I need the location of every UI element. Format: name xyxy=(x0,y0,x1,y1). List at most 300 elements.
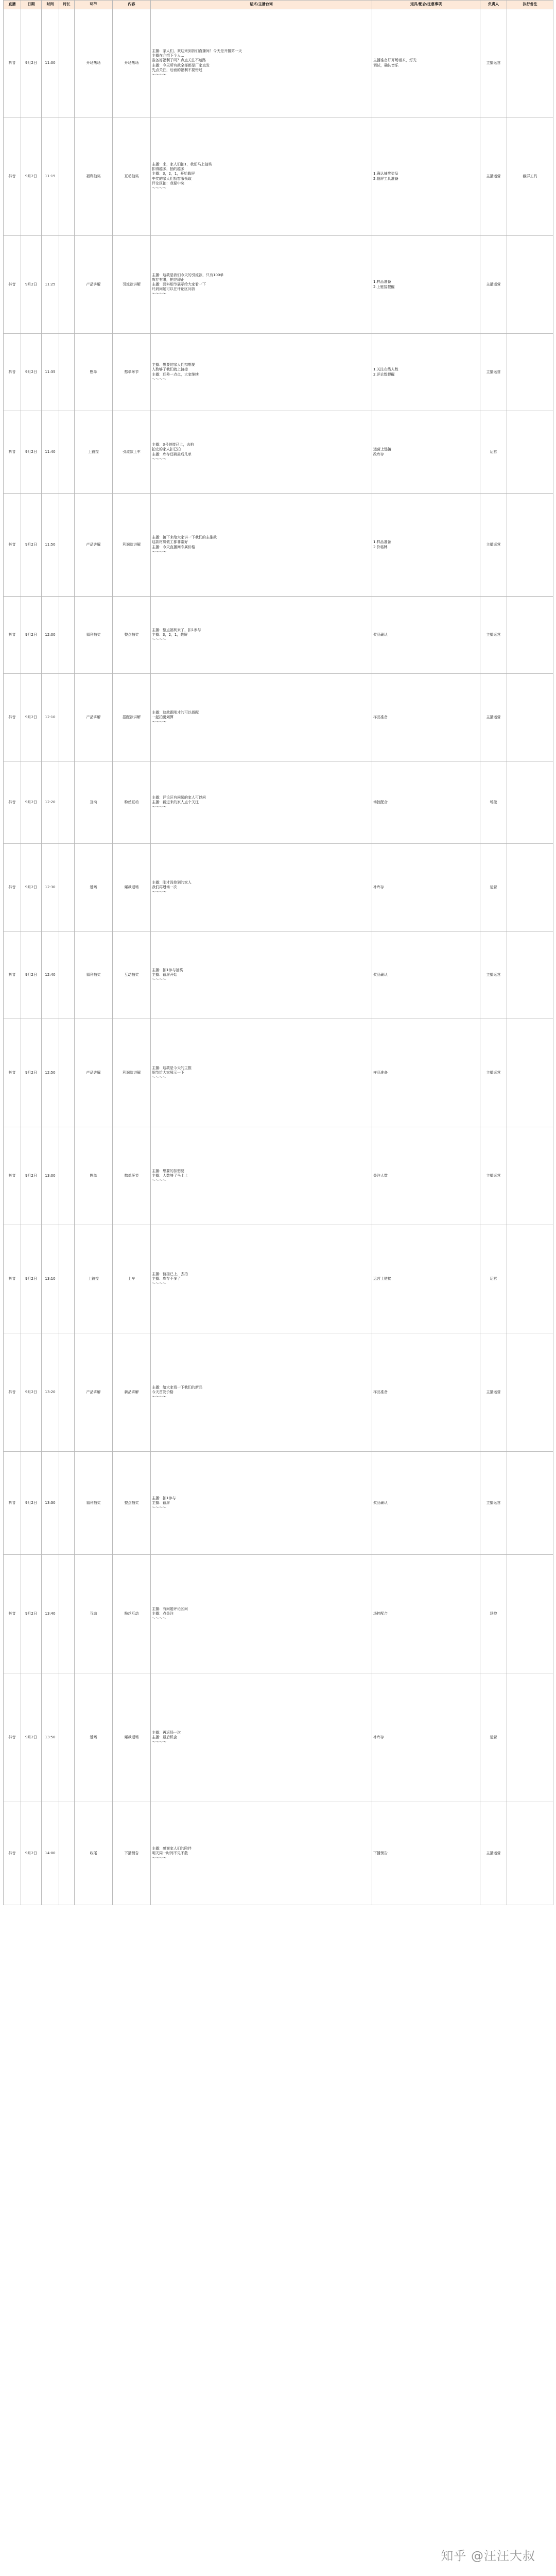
prop-line: 2.价格牌 xyxy=(373,545,388,549)
script-line: 主播：新进来的家人点个关注 xyxy=(152,800,199,804)
prop-line: 场控配合 xyxy=(373,1611,388,1616)
duration-cell xyxy=(59,1802,75,1905)
section-cell: 上链接 xyxy=(75,411,113,494)
script-line: 主播：感谢家人们的陪伴 xyxy=(152,1846,192,1851)
owner-cell: 场控 xyxy=(480,1555,507,1673)
time-cell: 12:20 xyxy=(42,761,59,844)
script-line: 主播：这款跟刚才的可以搭配 xyxy=(152,710,199,715)
owner-cell: 场控 xyxy=(480,761,507,844)
content-cell: 憋单环节 xyxy=(113,1127,151,1225)
prop-cell xyxy=(372,117,480,236)
script-line: 库存有限，拍完即止 xyxy=(152,277,184,282)
owner-cell: 主播运营 xyxy=(480,1802,507,1905)
date-cell: 9月2日 xyxy=(21,1673,42,1802)
script-cell xyxy=(151,597,372,674)
content-cell: 爆款返场 xyxy=(113,844,151,931)
prop-cell xyxy=(372,411,480,494)
script-line: 主播：给大家看一下我们的新品 xyxy=(152,1385,202,1389)
prop-line: 1.样品准备 xyxy=(373,280,391,284)
table-row xyxy=(4,1452,553,1555)
note-cell xyxy=(507,597,553,674)
section-cell: 福利抽奖 xyxy=(75,1452,113,1555)
prop-cell xyxy=(372,1673,480,1802)
duration-cell xyxy=(59,674,75,761)
date-cell: 9月2日 xyxy=(21,1333,42,1452)
header-cell: 直播 xyxy=(4,1,21,9)
date-cell: 9月2日 xyxy=(21,9,42,117)
owner-cell: 主播运营 xyxy=(480,1019,507,1127)
table-row xyxy=(4,931,553,1019)
owner-cell: 主播运营 xyxy=(480,931,507,1019)
header-row xyxy=(4,1,553,9)
date-cell: 9月2日 xyxy=(21,411,42,494)
table-row xyxy=(4,844,553,931)
watermark: 知乎 @汪汪大叔 xyxy=(441,2549,535,2563)
script-line: 主播：再返场一次 xyxy=(152,1730,181,1735)
platform-cell: 抖音 xyxy=(4,1019,21,1127)
prop-line: 1.确认抽奖奖品 xyxy=(373,172,398,176)
prop-line: 1.关注在线人数 xyxy=(373,367,398,372)
prop-line: 样品准备 xyxy=(373,715,388,719)
prop-line: 奖品确认 xyxy=(373,632,388,637)
duration-cell xyxy=(59,1127,75,1225)
note-cell: 截屏工具 xyxy=(507,117,553,236)
time-cell: 12:50 xyxy=(42,1019,59,1127)
note-cell xyxy=(507,1673,553,1802)
date-cell: 9月2日 xyxy=(21,236,42,334)
section-cell: 憋单 xyxy=(75,1127,113,1225)
duration-cell xyxy=(59,9,75,117)
table-row xyxy=(4,1127,553,1225)
table-row xyxy=(4,9,553,117)
table-row xyxy=(4,761,553,844)
schedule-table xyxy=(3,0,553,1905)
owner-cell: 主播运营 xyxy=(480,597,507,674)
owner-cell: 主播运营 xyxy=(480,117,507,236)
date-cell: 9月2日 xyxy=(21,1555,42,1673)
prop-cell xyxy=(372,1452,480,1555)
owner-cell: 运营 xyxy=(480,1225,507,1333)
script-line: ～～～～ xyxy=(152,1395,166,1399)
script-line: 主播：最后机会 xyxy=(152,1735,177,1739)
script-cell xyxy=(151,844,372,931)
script-line: ～～～～ xyxy=(152,1281,166,1286)
script-line: 今天首发价格 xyxy=(152,1389,173,1394)
section-cell: 福利抽奖 xyxy=(75,931,113,1019)
date-cell: 9月2日 xyxy=(21,334,42,411)
date-cell: 9月2日 xyxy=(21,1802,42,1905)
script-cell xyxy=(151,674,372,761)
platform-cell: 抖音 xyxy=(4,9,21,117)
script-line: 明天同一时间不见不散 xyxy=(152,1851,188,1855)
script-line: ～～～～ xyxy=(152,1616,166,1621)
script-line: 这款材质做工都非常好 xyxy=(152,540,188,545)
section-cell: 产品讲解 xyxy=(75,1019,113,1127)
platform-cell: 抖音 xyxy=(4,761,21,844)
platform-cell: 抖音 xyxy=(4,1452,21,1555)
time-cell: 12:30 xyxy=(42,844,59,931)
prop-cell xyxy=(372,1802,480,1905)
content-cell: 引流款讲解 xyxy=(113,236,151,334)
script-line: 拍完的家人扣已拍 xyxy=(152,447,181,452)
time-cell: 13:30 xyxy=(42,1452,59,1555)
script-line: 一起拍更划算 xyxy=(152,715,173,719)
script-line: ～～～～ xyxy=(152,549,166,554)
note-cell xyxy=(507,1127,553,1225)
prop-line: 主播准备好开场话术，灯光 xyxy=(373,58,416,63)
prop-cell xyxy=(372,1333,480,1452)
platform-cell: 抖音 xyxy=(4,117,21,236)
script-line: 细节给大家展示一下 xyxy=(152,1070,184,1075)
note-cell xyxy=(507,844,553,931)
duration-cell xyxy=(59,1019,75,1127)
table-row xyxy=(4,236,553,334)
prop-line: 2.上链接提醒 xyxy=(373,284,395,289)
run-of-show-sheet xyxy=(3,0,553,1905)
script-cell xyxy=(151,1452,372,1555)
content-cell: 整点抽奖 xyxy=(113,1452,151,1555)
script-line: 主播：接下来给大家讲一下我们的主推款 xyxy=(152,535,217,540)
script-line: 主播：3，2，1，截屏 xyxy=(152,632,188,637)
time-cell: 13:20 xyxy=(42,1333,59,1452)
date-cell: 9月2日 xyxy=(21,844,42,931)
time-cell: 12:40 xyxy=(42,931,59,1019)
table-row xyxy=(4,597,553,674)
header-cell: 时间 xyxy=(42,1,59,9)
script-line: 先点关注，后面的福利不要错过 xyxy=(152,67,202,72)
script-cell xyxy=(151,334,372,411)
section-cell: 收尾 xyxy=(75,1802,113,1905)
script-line: ～～～～ xyxy=(152,1075,166,1080)
header-cell: 执行备注 xyxy=(507,1,553,9)
owner-cell: 主播运营 xyxy=(480,494,507,597)
script-line: 主播：刚才没抢到的家人 xyxy=(152,880,192,885)
prop-cell xyxy=(372,597,480,674)
script-cell xyxy=(151,931,372,1019)
section-cell: 福利抽奖 xyxy=(75,117,113,236)
script-line: 主播：点关注 xyxy=(152,1611,173,1616)
duration-cell xyxy=(59,1333,75,1452)
time-cell: 12:00 xyxy=(42,597,59,674)
script-cell xyxy=(151,1225,372,1333)
section-cell: 开场热场 xyxy=(75,9,113,117)
platform-cell: 抖音 xyxy=(4,1225,21,1333)
owner-cell: 主播运营 xyxy=(480,236,507,334)
duration-cell xyxy=(59,761,75,844)
duration-cell xyxy=(59,931,75,1019)
date-cell: 9月2日 xyxy=(21,597,42,674)
prop-line: 改库存 xyxy=(373,452,384,456)
duration-cell xyxy=(59,597,75,674)
table-row xyxy=(4,674,553,761)
header-cell: 环节 xyxy=(75,1,113,9)
script-line: 主播：扣1参与抽奖 xyxy=(152,968,183,972)
script-cell xyxy=(151,9,372,117)
table-row xyxy=(4,1802,553,1905)
script-line: 主播：人数够了马上上 xyxy=(152,1173,188,1178)
script-line: ～～～～ xyxy=(152,720,166,724)
note-cell xyxy=(507,1555,553,1673)
header-cell: 内容 xyxy=(113,1,151,9)
time-cell: 11:50 xyxy=(42,494,59,597)
time-cell: 13:10 xyxy=(42,1225,59,1333)
script-line: 主播：3，2，1，开始截屏 xyxy=(152,172,195,176)
script-line: ～～～～ xyxy=(152,977,166,982)
script-cell xyxy=(151,411,372,494)
script-line: ～～～～ xyxy=(152,890,166,894)
header-cell: 时长 xyxy=(59,1,75,9)
platform-cell: 抖音 xyxy=(4,411,21,494)
duration-cell xyxy=(59,1452,75,1555)
script-cell xyxy=(151,1127,372,1225)
platform-cell: 抖音 xyxy=(4,674,21,761)
note-cell xyxy=(507,411,553,494)
section-cell: 憋单 xyxy=(75,334,113,411)
owner-cell: 主播运营 xyxy=(480,9,507,117)
script-line: 主播：整点福利来了，扣1参与 xyxy=(152,628,201,632)
table-row xyxy=(4,334,553,411)
content-cell: 互动抽奖 xyxy=(113,931,151,1019)
duration-cell xyxy=(59,1555,75,1673)
script-line: ～～～～ xyxy=(152,1178,166,1183)
note-cell xyxy=(507,1802,553,1905)
script-cell xyxy=(151,761,372,844)
platform-cell: 抖音 xyxy=(4,931,21,1019)
script-line: 尺码问题可以在评论区问我 xyxy=(152,287,195,292)
schedule-body xyxy=(4,9,553,1905)
script-cell xyxy=(151,1802,372,1905)
section-cell: 互动 xyxy=(75,1555,113,1673)
script-line: 扣得越多，抽的越多 xyxy=(152,167,184,172)
content-cell: 开场热场 xyxy=(113,9,151,117)
table-row xyxy=(4,117,553,236)
prop-line: 奖品确认 xyxy=(373,1500,388,1505)
content-cell: 新品讲解 xyxy=(113,1333,151,1452)
section-cell: 返场 xyxy=(75,844,113,931)
prop-line: 样品准备 xyxy=(373,1389,388,1394)
prop-line: 奖品确认 xyxy=(373,972,388,977)
prop-cell xyxy=(372,674,480,761)
section-cell: 产品讲解 xyxy=(75,494,113,597)
date-cell: 9月2日 xyxy=(21,1019,42,1127)
prop-line: 调试，确认音乐 xyxy=(373,63,398,67)
script-line: 主播：3号链接已上，去拍 xyxy=(152,443,194,447)
platform-cell: 抖音 xyxy=(4,236,21,334)
section-cell: 产品讲解 xyxy=(75,236,113,334)
platform-cell: 抖音 xyxy=(4,597,21,674)
note-cell xyxy=(507,674,553,761)
prop-cell xyxy=(372,334,480,411)
content-cell: 下播预告 xyxy=(113,1802,151,1905)
owner-cell: 主播运营 xyxy=(480,1452,507,1555)
prop-line: 2.截屏工具准备 xyxy=(373,176,398,181)
owner-cell: 运营 xyxy=(480,1673,507,1802)
content-cell: 搭配款讲解 xyxy=(113,674,151,761)
header-cell: 道具/配合/注意事项 xyxy=(372,1,480,9)
prop-cell xyxy=(372,1555,480,1673)
header-cell: 日期 xyxy=(21,1,42,9)
table-row xyxy=(4,1673,553,1802)
date-cell: 9月2日 xyxy=(21,1225,42,1333)
time-cell: 11:15 xyxy=(42,117,59,236)
prop-cell xyxy=(372,761,480,844)
time-cell: 11:40 xyxy=(42,411,59,494)
time-cell: 14:00 xyxy=(42,1802,59,1905)
prop-line: 场控配合 xyxy=(373,800,388,804)
script-line: 评论区扣：我要中奖 xyxy=(152,181,184,185)
prop-cell xyxy=(372,1127,480,1225)
script-line: ～～～～ xyxy=(152,72,166,77)
note-cell xyxy=(507,761,553,844)
prop-line: 运营上链接 xyxy=(373,1276,391,1281)
time-cell: 13:00 xyxy=(42,1127,59,1225)
script-line: ～～～～ xyxy=(152,185,166,190)
duration-cell xyxy=(59,334,75,411)
platform-cell: 抖音 xyxy=(4,1555,21,1673)
script-cell xyxy=(151,494,372,597)
owner-cell: 主播运营 xyxy=(480,1127,507,1225)
prop-line: 2.评论数提醒 xyxy=(373,372,395,377)
script-cell xyxy=(151,1555,372,1673)
date-cell: 9月2日 xyxy=(21,931,42,1019)
section-cell: 产品讲解 xyxy=(75,1333,113,1452)
content-cell: 粉丝互动 xyxy=(113,1555,151,1673)
time-cell: 11:25 xyxy=(42,236,59,334)
prop-cell xyxy=(372,844,480,931)
script-line: 主播：有问题评论区问 xyxy=(152,1606,188,1611)
script-cell xyxy=(151,117,372,236)
section-cell: 返场 xyxy=(75,1673,113,1802)
content-cell: 利润款讲解 xyxy=(113,1019,151,1127)
script-line: ～～～～ xyxy=(152,1856,166,1860)
header-cell: 负责人 xyxy=(480,1,507,9)
time-cell: 11:00 xyxy=(42,9,59,117)
platform-cell: 抖音 xyxy=(4,494,21,597)
script-line: 主播：这款是我们今天的引流款，只有100单 xyxy=(152,273,224,277)
script-line: 主播：今天所有款全部都是厂家直发 xyxy=(152,63,210,67)
owner-cell: 主播运营 xyxy=(480,674,507,761)
prop-cell xyxy=(372,1019,480,1127)
platform-cell: 抖音 xyxy=(4,1802,21,1905)
script-line: ～～～～ xyxy=(152,456,166,461)
script-line: 主播在介绍下个人... xyxy=(152,54,184,58)
date-cell: 9月2日 xyxy=(21,1452,42,1555)
script-line: ～～～～ xyxy=(152,1505,166,1510)
time-cell: 13:50 xyxy=(42,1673,59,1802)
note-cell xyxy=(507,236,553,334)
prop-cell xyxy=(372,236,480,334)
script-line: ～～～～ xyxy=(152,805,166,809)
section-cell: 上链接 xyxy=(75,1225,113,1333)
script-line: 主播：还差一点点，大家继续 xyxy=(152,372,199,377)
date-cell: 9月2日 xyxy=(21,494,42,597)
script-line: 主播：家人们，欢迎来到我们直播间！今天是开播第一天 xyxy=(152,49,242,54)
note-cell xyxy=(507,1019,553,1127)
duration-cell xyxy=(59,844,75,931)
content-cell: 爆款返场 xyxy=(113,1673,151,1802)
script-cell xyxy=(151,1019,372,1127)
script-line: 主播：库存不多了 xyxy=(152,1276,181,1281)
script-line: 主播：截屏开始 xyxy=(152,972,177,977)
note-cell xyxy=(507,1333,553,1452)
script-line: 主播：这款是今天的主推 xyxy=(152,1065,192,1070)
prop-cell xyxy=(372,1225,480,1333)
prop-cell xyxy=(372,494,480,597)
platform-cell: 抖音 xyxy=(4,1127,21,1225)
content-cell: 憋单环节 xyxy=(113,334,151,411)
script-line: 中奖的家人们找客服领取 xyxy=(152,176,192,181)
duration-cell xyxy=(59,1225,75,1333)
prop-line: 补库存 xyxy=(373,885,384,889)
script-cell xyxy=(151,236,372,334)
script-line: ～～～～ xyxy=(152,377,166,381)
platform-cell: 抖音 xyxy=(4,334,21,411)
platform-cell: 抖音 xyxy=(4,844,21,931)
time-cell: 11:35 xyxy=(42,334,59,411)
note-cell xyxy=(507,494,553,597)
owner-cell: 运营 xyxy=(480,411,507,494)
date-cell: 9月2日 xyxy=(21,761,42,844)
table-row xyxy=(4,1333,553,1452)
content-cell: 互动抽奖 xyxy=(113,117,151,236)
section-cell: 互动 xyxy=(75,761,113,844)
date-cell: 9月2日 xyxy=(21,674,42,761)
note-cell xyxy=(507,1225,553,1333)
table-row xyxy=(4,1225,553,1333)
script-line: 主播：面料细节展示给大家看一下 xyxy=(152,282,206,286)
duration-cell xyxy=(59,494,75,597)
script-line: 主播：来，家人们扣1，我们马上抽奖 xyxy=(152,162,212,167)
script-line: 准备好福利了吗？点点关注不迷路 xyxy=(152,58,206,63)
script-line: 主播：链接已上，去拍 xyxy=(152,1272,188,1276)
section-cell: 产品讲解 xyxy=(75,674,113,761)
script-cell xyxy=(151,1673,372,1802)
owner-cell: 运营 xyxy=(480,844,507,931)
script-line: ～～～～ xyxy=(152,637,166,642)
content-cell: 利润款讲解 xyxy=(113,494,151,597)
prop-line: 样品准备 xyxy=(373,1070,388,1075)
prop-line: 补库存 xyxy=(373,1735,384,1739)
note-cell xyxy=(507,1452,553,1555)
script-line: 主播：今天直播间专属价格 xyxy=(152,545,195,549)
script-line: 主播：想要的家人们扣想要 xyxy=(152,363,195,367)
prop-line: 运营上链接 xyxy=(373,447,391,452)
script-line: ～～～～ xyxy=(152,1740,166,1744)
table-row xyxy=(4,494,553,597)
duration-cell xyxy=(59,117,75,236)
script-line: 我们再返场一次 xyxy=(152,885,177,889)
owner-cell: 主播运营 xyxy=(480,1333,507,1452)
duration-cell xyxy=(59,236,75,334)
content-cell: 整点抽奖 xyxy=(113,597,151,674)
script-line: ～～～～ xyxy=(152,292,166,296)
time-cell: 13:40 xyxy=(42,1555,59,1673)
duration-cell xyxy=(59,1673,75,1802)
time-cell: 12:10 xyxy=(42,674,59,761)
content-cell: 上车 xyxy=(113,1225,151,1333)
duration-cell xyxy=(59,411,75,494)
date-cell: 9月2日 xyxy=(21,1127,42,1225)
script-cell xyxy=(151,1333,372,1452)
script-line: 主播：评论区有问题的家人可以问 xyxy=(152,795,206,800)
platform-cell: 抖音 xyxy=(4,1333,21,1452)
date-cell: 9月2日 xyxy=(21,117,42,236)
note-cell xyxy=(507,9,553,117)
table-row xyxy=(4,411,553,494)
prop-line: 1.样品准备 xyxy=(373,540,391,545)
owner-cell: 主播运营 xyxy=(480,334,507,411)
table-row xyxy=(4,1019,553,1127)
